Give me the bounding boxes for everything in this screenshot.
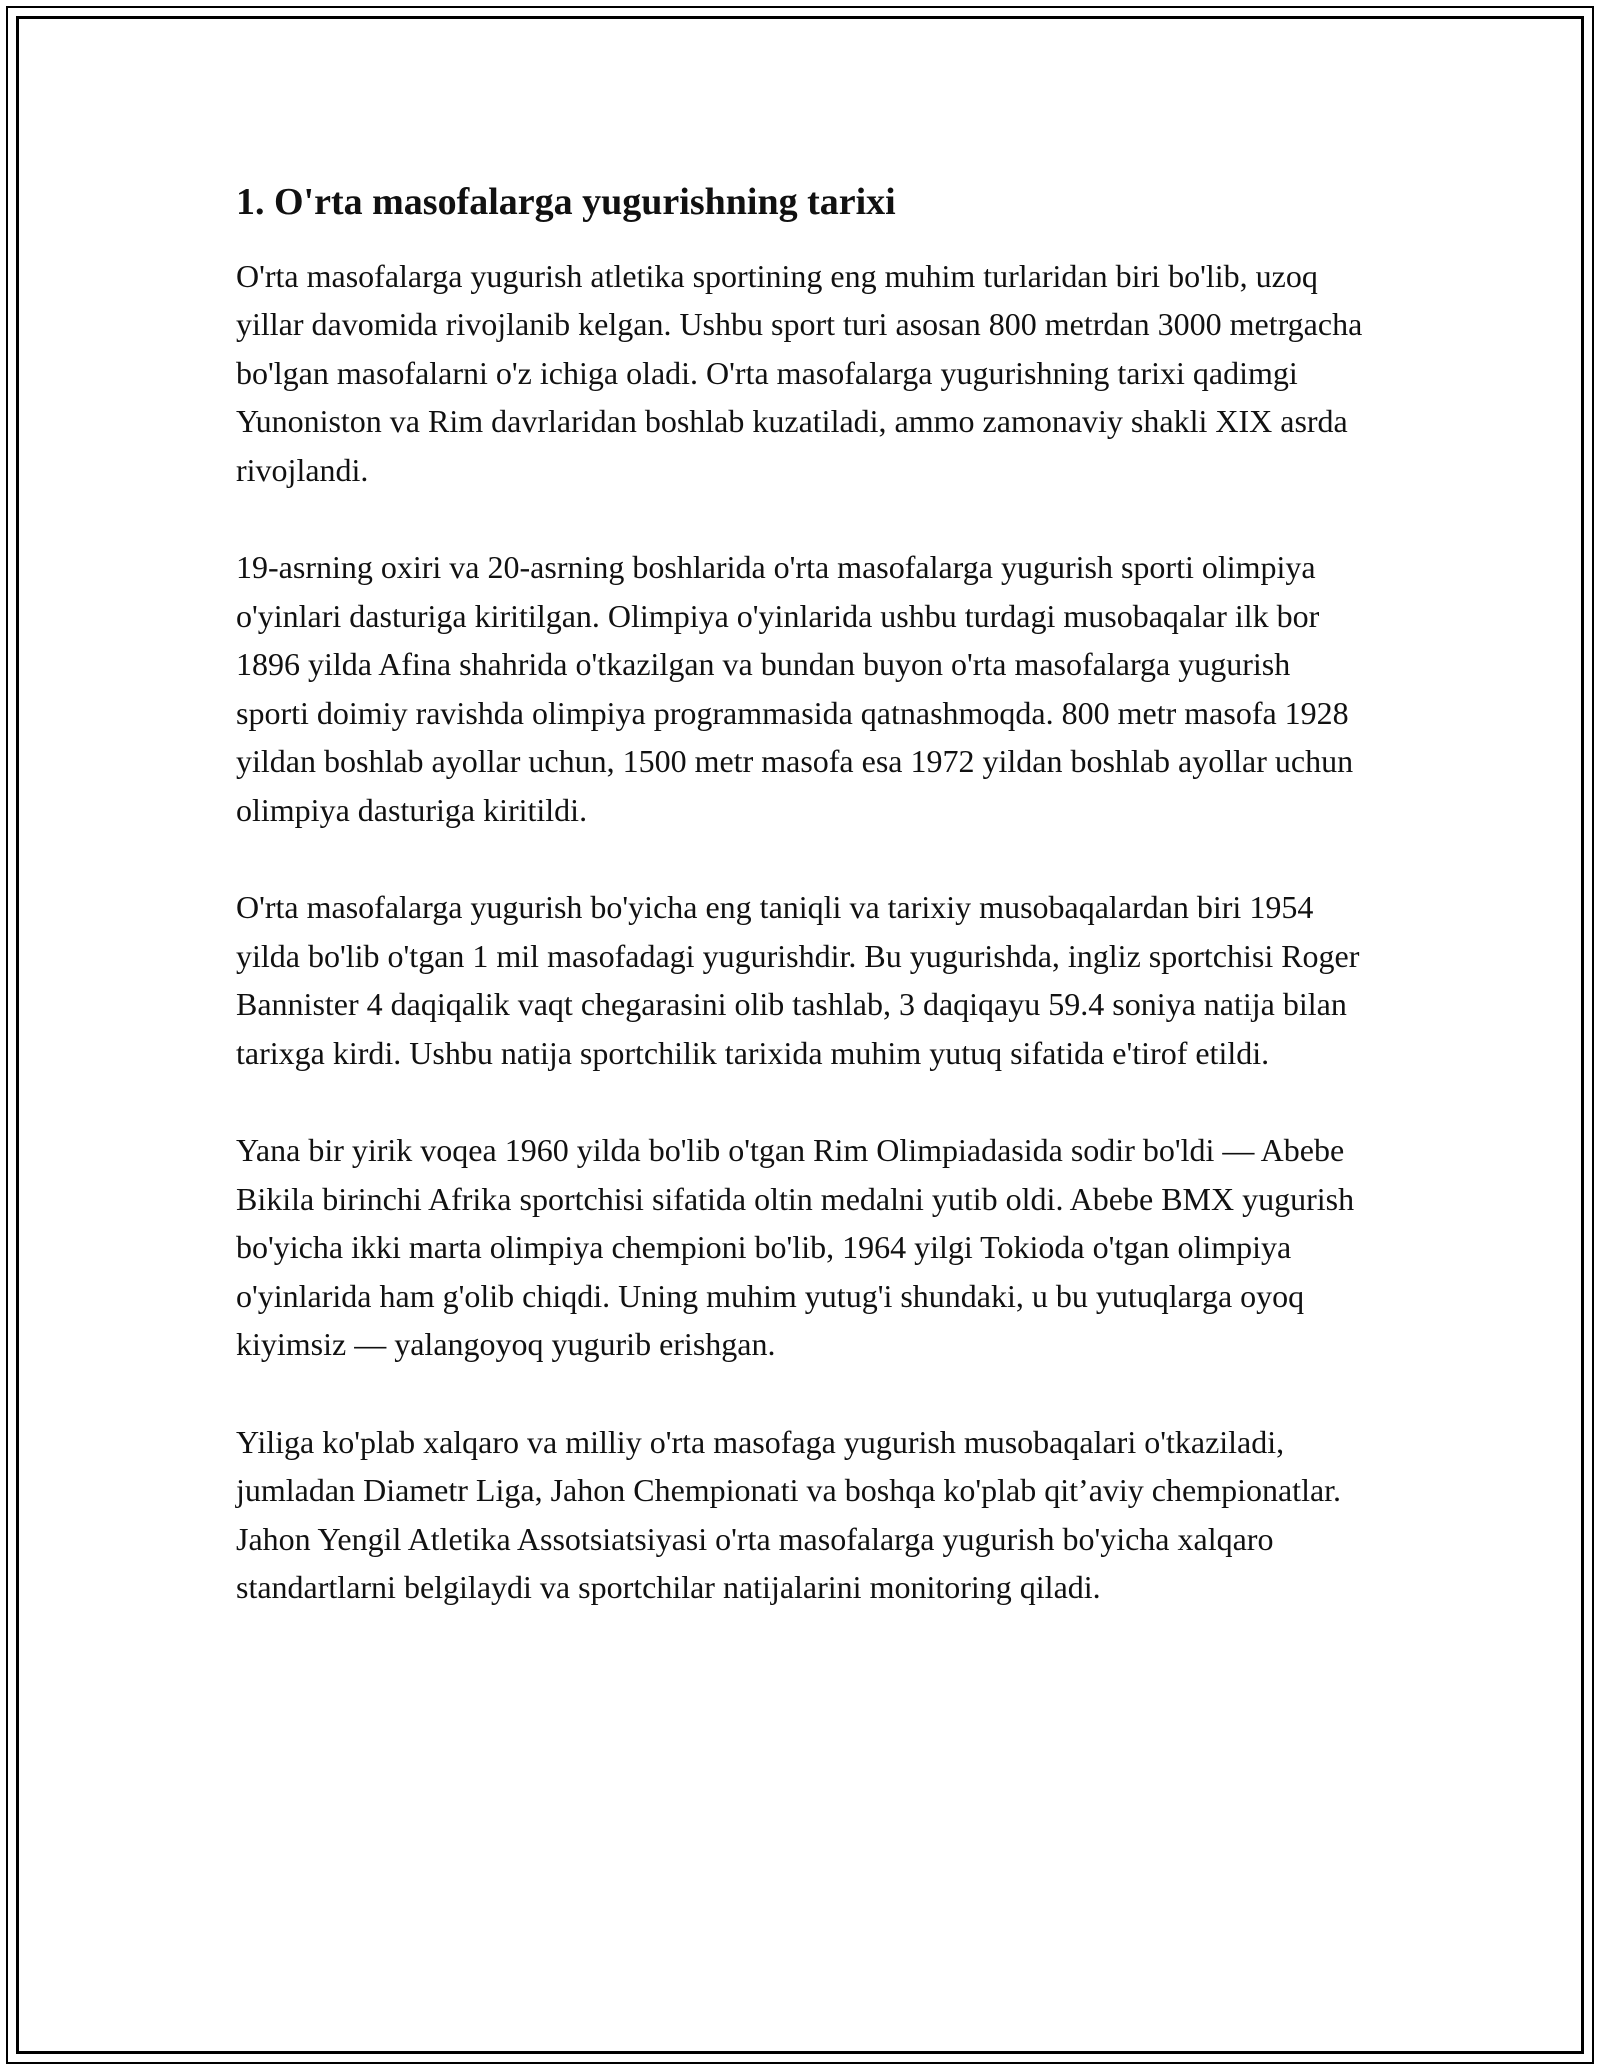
- paragraph-history-intro: O'rta masofalarga yugurish atletika sportining eng muhim turlaridan biri bo'lib, uzoq yillar davomida rivojlanib kelgan. Ushbu sport turi asosan 800 metrdan 3000 metrgacha bo'lgan masofalarni o'z ichiga oladi. O'rta masofalarga yugurishning tarixi qadimgi Yunoniston va Rim davrlaridan boshlab kuzatiladi, ammo zamonaviy shakli XIX asrda rivojlandi.: [236, 257, 1363, 488]
- paragraph-abebe-bikila: Yana bir yirik voqea 1960 yilda bo'lib o'tgan Rim Olimpiadasida sodir bo'ldi — Abebe Bikila birinchi Afrika sportchisi sifatida oltin medalni yutib oldi. Abebe BMX yugurish bo'yicha ikki marta olimpiya chempioni bo'lib, 1964 yilgi Tokioda o'tgan olimpiya o'yinlarida ham g'olib chiqdi. Uning muhim yutug'i shundaki, u bu yutuqlarga oyoq kiyimsiz — yalangoyoq yugurib erishgan.: [236, 1132, 1355, 1363]
- paragraph-bannister-mile: O'rta masofalarga yugurish bo'yicha eng taniqli va tarixiy musobaqalardan biri 1954 yilda bo'lib o'tgan 1 mil masofadagi yugurishdir. Bu yugurishda, ingliz sportchisi Roger Bannister 4 daqiqalik vaqt chegarasini olib tashlab, 3 daqiqayu 59.4 soniya natija bilan tarixga kirdi. Ushbu natija sportchilik tarixida muhim yutuq sifatida e'tirof etildi.: [236, 889, 1360, 1071]
- section-heading: 1. O'rta masofalarga yugurishning tarixi: [236, 181, 896, 223]
- paragraph-competitions: Yiliga ko'plab xalqaro va milliy o'rta masofaga yugurish musobaqalari o'tkaziladi, jumladan Diametr Liga, Jahon Chempionati va boshqa ko'plab qit’aviy chempionatlar. Jahon Yengil Atletika Assotsiatsiyasi o'rta masofalarga yugurish bo'yicha xalqaro standartlarni belgilaydi va sportchilar natijalarini monitoring qiladi.: [236, 1423, 1342, 1606]
- document-body: [236, 180, 1366, 1661]
- paragraph-olympic-history: 19-asrning oxiri va 20-asrning boshlarida o'rta masofalarga yugurish sporti olimpiya o'yinlari dasturiga kiritilgan. Olimpiya o'yinlarida ushbu turdagi musobaqalar ilk bor 1896 yilda Afina shahrida o'tkazilgan va bundan buyon o'rta masofalarga yugurish sporti doimiy ravishda olimpiya programmasida qatnashmoqda. 800 metr masofa 1928 yildan boshlab ayollar uchun, 1500 metr masofa esa 1972 yildan boshlab ayollar uchun olimpiya dasturiga kiritildi.: [236, 549, 1354, 828]
